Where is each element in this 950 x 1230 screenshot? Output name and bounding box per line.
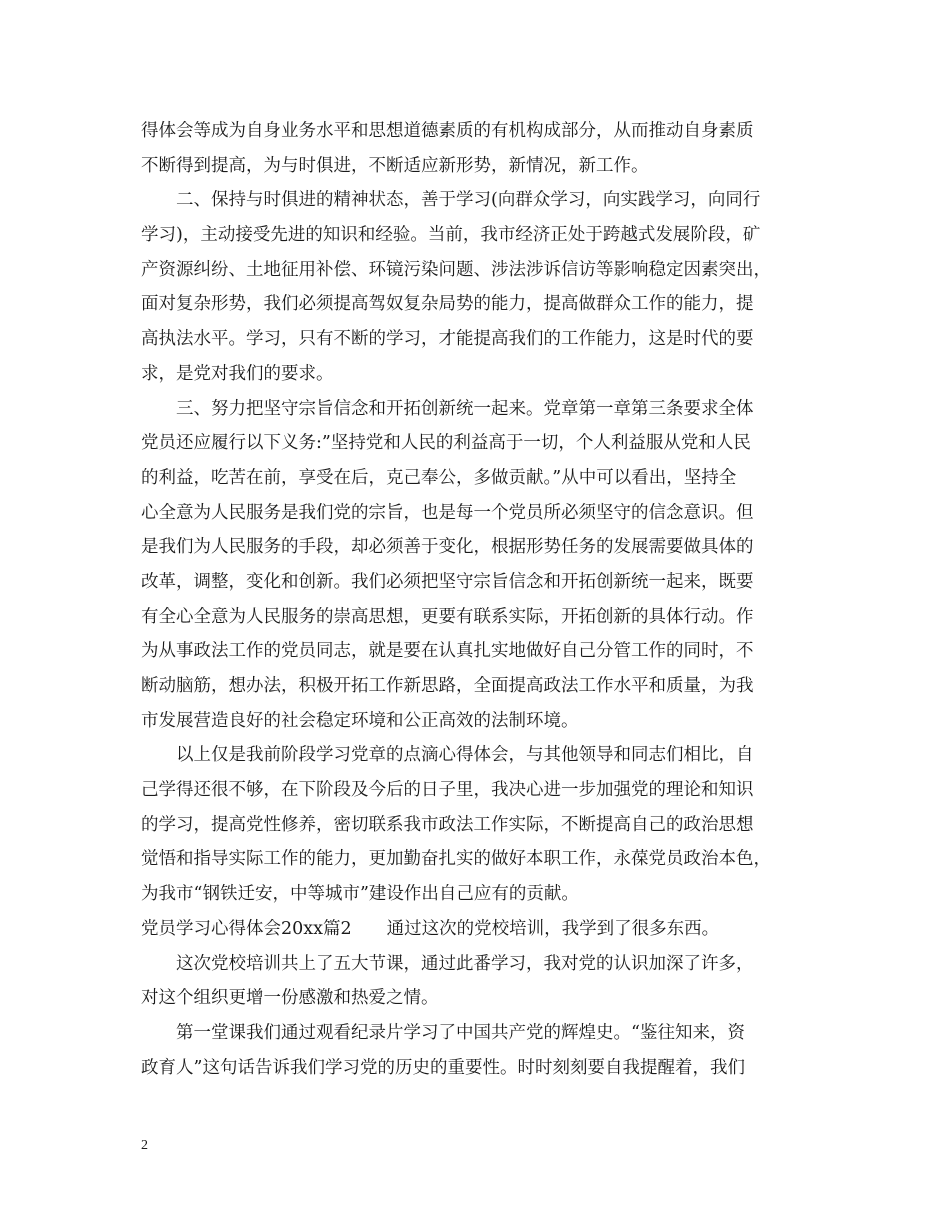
paragraph-start-line: 二、保持与时俱进的精神状态，善于学习(向群众学习，向实践学习，向同行 (176, 190, 761, 211)
text-line: 党员还应履行以下义务:”坚持党和人民的利益高于一切，个人利益服从党和人民 (141, 433, 751, 454)
text-line: 学习)，主动接受先进的知识和经验。当前，我市经济正处于跨越式发展阶段，矿 (141, 225, 761, 246)
text-line: 产资源纠纷、土地征用补偿、环镜污染问题、涉法涉诉信访等影响稳定因素突出， (141, 259, 771, 280)
text-line: 断动脑筋，想办法，积极开拓工作新思路，全面提高政法工作水平和质量，为我 (141, 676, 754, 696)
text-line: 觉悟和指导实际工作的能力，更加勤奋扎实的做好本职工作，永葆党员政治本色， (141, 849, 771, 870)
text-line: 心全意为人民服务是我们党的宗旨，也是每一个党员所必须坚守的信念意识。但 (141, 502, 754, 523)
paragraph-start-line: 三、努力把坚守宗旨信念和开拓创新统一起来。党章第一章第三条要求全体 (176, 398, 754, 419)
paragraph-start-line: 这次党校培训共上了五大节课，通过此番学习，我对党的认识加深了许多， (176, 953, 754, 974)
section-heading-line: 党员学习心得体会20xx篇2 通过这次的党校培训，我学到了很多东西。 (141, 918, 720, 939)
text-line: 求，是党对我们的要求。 (141, 363, 334, 384)
text-line: 己学得还很不够，在下阶段及今后的日子里，我决心进一步加强党的理论和知识 (141, 780, 754, 801)
text-line: 改革，调整，变化和创新。我们必须把坚守宗旨信念和开拓创新统一起来，既要 (141, 571, 754, 592)
text-line: 的学习，提高党性修养，密切联系我市政法工作实际，不断提高自己的政治思想 (141, 814, 754, 835)
paragraph-start-line: 以上仅是我前阶段学习党章的点滴心得体会，与其他领导和同志们相比，自 (176, 745, 754, 766)
text-line: 为我市“钢铁迁安，中等城市”建设作出自己应有的贡献。 (141, 884, 579, 905)
text-line: 有全心全意为人民服务的崇高思想，更要有联系实际，开拓创新的具体行动。作 (141, 606, 754, 627)
text-line: 为从事政法工作的党员同志，就是要在认真扎实地做好自己分管工作的同时，不 (141, 641, 754, 662)
text-line: 不断得到提高，为与时俱进，不断适应新形势，新情况，新工作。 (141, 155, 649, 176)
text-line: 对这个组织更增一份感激和热爱之情。 (141, 988, 439, 1009)
text-line: 政育人”这句话告诉我们学习党的历史的重要性。时时刻刻要自我提醒着，我们 (141, 1057, 745, 1078)
text-line: 得体会等成为自身业务水平和思想道德素质的有机构成部分，从而推动自身素质 (141, 121, 754, 141)
text-line: 的利益，吃苦在前，享受在后，克己奉公，多做贡献。”从中可以看出，坚持全 (141, 467, 737, 488)
text-line: 是我们为人民服务的手段，却必须善于变化，根据形势任务的发展需要做具体的 (141, 537, 754, 558)
text-line: 市发展营造良好的社会稳定环境和公正高效的法制环境。 (141, 710, 579, 731)
text-line: 高执法水平。学习，只有不断的学习，才能提高我们的工作能力，这是时代的要 (141, 329, 754, 350)
page-number: 2 (141, 1138, 148, 1153)
paragraph-start-line: 第一堂课我们通过观看纪录片学习了中国共产党的辉煌史。“鉴往知来，资 (176, 1022, 745, 1043)
text-line: 面对复杂形势，我们必须提高驾奴复杂局势的能力，提高做群众工作的能力，提 (141, 294, 754, 315)
body-text (141, 114, 811, 1085)
